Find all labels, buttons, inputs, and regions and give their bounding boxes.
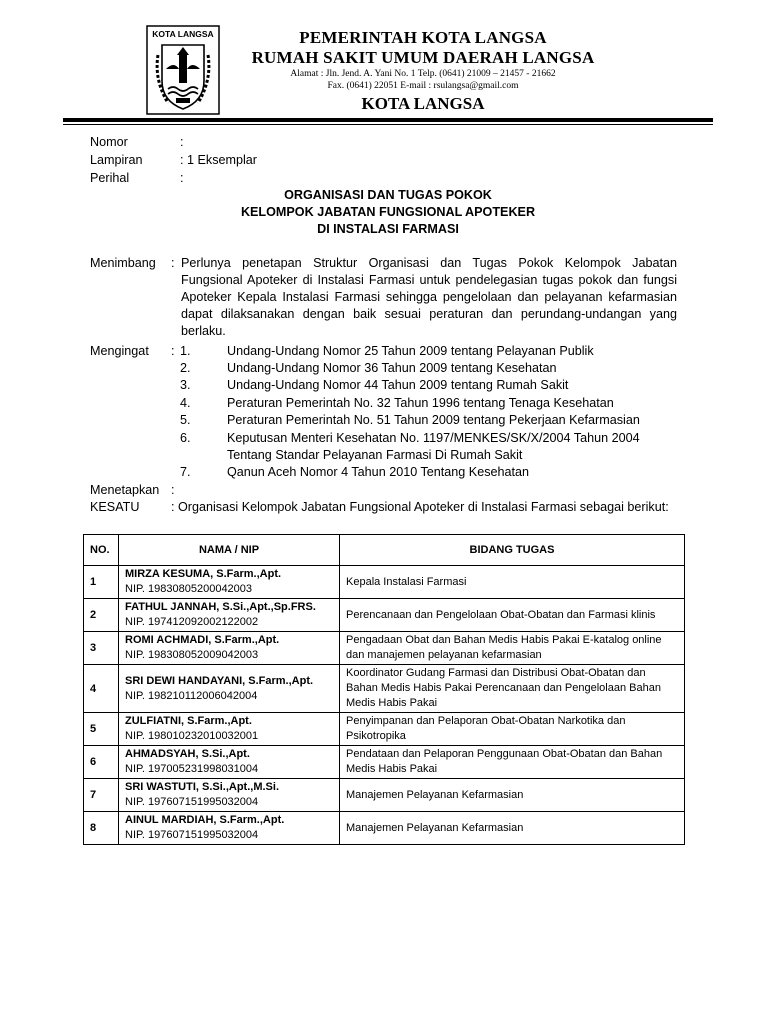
row-number: 8 (84, 812, 119, 845)
task-cell: Manajemen Pelayanan Kefarmasian (340, 779, 685, 812)
mengingat-item-num: 1. (180, 344, 191, 358)
staff-cell (119, 566, 340, 599)
menimbang-colon: : (171, 256, 175, 270)
letterhead-contact: Fax. (0641) 22051 E-mail : rsulangsa@gmail.com (327, 81, 519, 91)
table-row (84, 779, 685, 812)
staff-name: AINUL MARDIAH, S.Farm.,Apt. (125, 814, 285, 826)
mengingat-item-text: Peraturan Pemerintah No. 32 Tahun 1996 tentang Tenaga Kesehatan (227, 396, 614, 410)
task-cell: Penyimpanan dan Pelaporan Obat-Obatan Narkotika dan Psikotropika (340, 713, 685, 746)
table-header-row (84, 535, 685, 566)
staff-name: ZULFIATNI, S.Farm.,Apt. (125, 715, 252, 727)
staff-name: AHMADSYAH, S.Si.,Apt. (125, 748, 250, 760)
mengingat-item-text: Keputusan Menteri Kesehatan No. 1197/MENKES/SK/X/2004 Tahun 2004 (227, 431, 640, 445)
letterhead-government: PEMERINTAH KOTA LANGSA (299, 28, 547, 47)
row-number: 1 (84, 566, 119, 599)
table-row (84, 632, 685, 665)
mengingat-colon: : (171, 344, 175, 358)
staff-cell (119, 599, 340, 632)
staff-nip: NIP. 198010232010032001 (125, 730, 259, 742)
column-header-name: NAMA / NIP (119, 535, 340, 566)
logo-text: KOTA LANGSA (152, 29, 214, 39)
staff-assignment-table (83, 534, 685, 845)
kesatu-label: KESATU (90, 500, 140, 514)
table-row (84, 665, 685, 713)
nomor-label: Nomor (90, 135, 128, 149)
row-number: 7 (84, 779, 119, 812)
table-row (84, 566, 685, 599)
mengingat-label: Mengingat (90, 344, 149, 358)
staff-name: ROMI ACHMADI, S.Farm.,Apt. (125, 634, 280, 646)
menetapkan-label: Menetapkan (90, 483, 160, 497)
mengingat-item-num: 2. (180, 361, 191, 375)
letterhead-city: KOTA LANGSA (361, 94, 485, 113)
mengingat-item-text: Undang-Undang Nomor 36 Tahun 2009 tentang Kesehatan (227, 361, 557, 375)
lampiran-label: Lampiran (90, 153, 143, 167)
menimbang-text: Perlunya penetapan Struktur Organisasi dan Tugas Pokok Kelompok Jabatan Fungsional Apoteker di Instalasi Farmasi untuk pendelegasian tugas pokok dan fungsi Apoteker Kepala Instalasi Farmasi sehingga pengelolaan dan pelayanan kefarmasian dapat dilaksanakan dengan baik sesuai peraturan dan perundang-undangan yang berlaku. (181, 256, 677, 338)
staff-cell (119, 632, 340, 665)
mengingat-item-text: Qanun Aceh Nomor 4 Tahun 2010 Tentang Kesehatan (227, 465, 530, 479)
row-number: 5 (84, 713, 119, 746)
staff-nip: NIP. 19830805200042003 (125, 583, 253, 595)
letterhead-divider (63, 118, 713, 122)
row-number: 2 (84, 599, 119, 632)
task-cell: Pendataan dan Pelaporan Penggunaan Obat-Obatan dan Bahan Medis Habis Pakai (340, 746, 685, 779)
staff-nip: NIP. 197412092002122002 (125, 616, 259, 628)
staff-cell (119, 812, 340, 845)
staff-name: FATHUL JANNAH, S.Si.,Apt.,Sp.FRS. (125, 601, 316, 613)
nomor-value: : (180, 135, 184, 149)
staff-nip: NIP. 198210112006042004 (125, 689, 258, 702)
mengingat-item-num: 5. (180, 413, 191, 427)
perihal-label: Perihal (90, 171, 130, 185)
staff-nip: NIP. 197005231998031004 (125, 763, 259, 775)
document-title-line2: KELOMPOK JABATAN FUNGSIONAL APOTEKER (240, 205, 536, 219)
task-cell: Kepala Instalasi Farmasi (340, 566, 685, 599)
document-title-line1: ORGANISASI DAN TUGAS POKOK (284, 188, 492, 202)
perihal-value: : (180, 171, 184, 185)
mengingat-item-text: Peraturan Pemerintah No. 51 Tahun 2009 tentang Pekerjaan Kefarmasian (227, 413, 640, 427)
task-cell: Koordinator Gudang Farmasi dan Distribusi Obat-Obatan dan Bahan Medis Habis Pakai Perencanaan dan Pengelolaan Bahan Medis Habis Pakai (340, 665, 685, 713)
mengingat-item-num: 4. (180, 396, 191, 410)
letterhead (228, 28, 618, 115)
staff-cell (119, 746, 340, 779)
letterhead-hospital: RUMAH SAKIT UMUM DAERAH LANGSA (251, 48, 595, 67)
mengingat-item-text-continued: Tentang Standar Pelayanan Farmasi Di Rumah Sakit (227, 448, 523, 462)
staff-nip: NIP. 198308052009042003 (125, 649, 259, 661)
staff-cell (119, 665, 340, 713)
kota-langsa-emblem-logo (146, 25, 220, 115)
row-number: 4 (84, 665, 119, 713)
letterhead-address: Alamat : Jln. Jend. A. Yani No. 1 Telp. (0641) 21009 – 21457 - 21662 (290, 69, 556, 79)
staff-cell (119, 713, 340, 746)
document-title-line3: DI INSTALASI FARMASI (317, 222, 459, 236)
menetapkan-colon: : (171, 483, 175, 497)
letterhead-divider-thin (63, 124, 713, 125)
lampiran-value: : 1 Eksemplar (180, 153, 257, 167)
mengingat-item-text: Undang-Undang Nomor 25 Tahun 2009 tentang Pelayanan Publik (227, 344, 594, 358)
column-header-task: BIDANG TUGAS (340, 535, 685, 566)
table-row (84, 746, 685, 779)
staff-name: SRI DEWI HANDAYANI, S.Farm.,Apt. (125, 674, 314, 687)
mengingat-item-text: Undang-Undang Nomor 44 Tahun 2009 tentang Rumah Sakit (227, 378, 569, 392)
staff-nip: NIP. 197607151995032004 (125, 796, 259, 808)
staff-name: MIRZA KESUMA, S.Farm.,Apt. (125, 568, 282, 580)
menimbang-label: Menimbang (90, 256, 156, 270)
column-header-no: NO. (84, 535, 119, 566)
staff-name: SRI WASTUTI, S.Si.,Apt.,M.Si. (125, 781, 280, 793)
kesatu-text: : Organisasi Kelompok Jabatan Fungsional Apoteker di Instalasi Farmasi sebagai berikut: (171, 500, 669, 514)
mengingat-item-num: 3. (180, 378, 191, 392)
row-number: 3 (84, 632, 119, 665)
table-row (84, 713, 685, 746)
task-cell: Pengadaan Obat dan Bahan Medis Habis Pakai E-katalog online dan manajemen pelayanan kefarmasian (340, 632, 685, 665)
mengingat-item-num: 7. (180, 465, 191, 479)
staff-cell (119, 779, 340, 812)
mengingat-item-num: 6. (180, 431, 191, 445)
row-number: 6 (84, 746, 119, 779)
staff-nip: NIP. 197607151995032004 (125, 829, 259, 841)
table-row (84, 812, 685, 845)
table-row (84, 599, 685, 632)
task-cell: Manajemen Pelayanan Kefarmasian (340, 812, 685, 845)
task-cell: Perencanaan dan Pengelolaan Obat-Obatan dan Farmasi klinis (340, 599, 685, 632)
